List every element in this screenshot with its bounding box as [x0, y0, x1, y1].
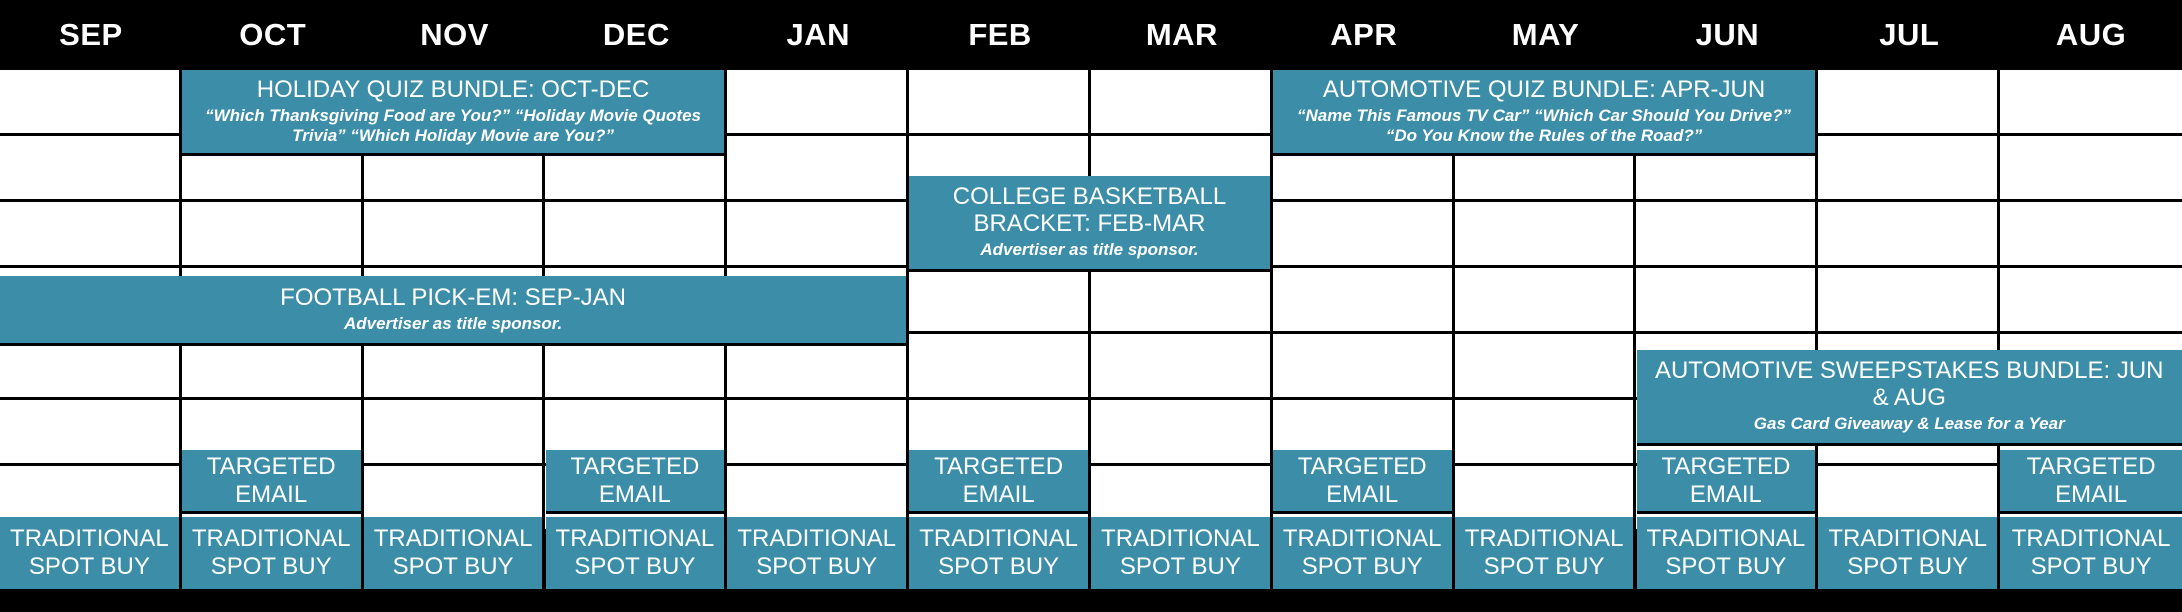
campaign-block-college-basketball[interactable] — [909, 176, 1273, 272]
campaign-title: AUTOMOTIVE SWEEPSTAKES BUNDLE: JUN & AUG — [1654, 357, 2164, 412]
month-label-may: MAY — [1511, 17, 1580, 52]
targeted-email-aug[interactable]: TARGETED EMAIL — [2000, 450, 2182, 514]
campaign-subtitle: Gas Card Giveaway & Lease for a Year — [1753, 414, 2065, 434]
grid-cell — [0, 202, 182, 268]
grid-cell — [909, 268, 1091, 334]
grid-cell — [909, 334, 1091, 400]
grid-cell — [1455, 202, 1637, 268]
campaign-block-holiday-quiz[interactable] — [182, 70, 728, 156]
grid-cell — [1455, 400, 1637, 466]
grid-cell — [1273, 334, 1455, 400]
grid-cell — [1091, 400, 1273, 466]
grid-cell — [1273, 202, 1455, 268]
grid-cell — [1636, 268, 1818, 334]
grid-cell — [1818, 202, 2000, 268]
grid-cell — [2000, 136, 2182, 202]
month-label-dec: DEC — [602, 17, 670, 52]
traditional-spot-buy-mar[interactable]: TRADITIONAL SPOT BUY — [1091, 517, 1273, 592]
targeted-email-oct[interactable]: TARGETED EMAIL — [182, 450, 364, 514]
grid-cell — [727, 202, 909, 268]
month-label-nov: NOV — [420, 17, 489, 52]
campaign-title: FOOTBALL PICK-EM: SEP-JAN — [280, 283, 627, 311]
campaign-subtitle: “Which Thanksgiving Food are You?” “Holiday Movie Quotes Trivia” “Which Holiday Movie are You?” — [205, 105, 701, 145]
grid-cell — [727, 70, 909, 136]
grid-cell — [2000, 202, 2182, 268]
month-label-jan: JAN — [786, 17, 850, 52]
traditional-spot-buy-oct[interactable]: TRADITIONAL SPOT BUY — [182, 517, 364, 592]
campaign-title: HOLIDAY QUIZ BUNDLE: OCT-DEC — [256, 75, 650, 103]
month-label-jul: JUL — [1879, 17, 1940, 52]
grid-cell — [727, 400, 909, 466]
grid-cell — [1091, 268, 1273, 334]
traditional-spot-buy-aug[interactable]: TRADITIONAL SPOT BUY — [2000, 517, 2182, 592]
campaign-subtitle: “Name This Famous TV Car” “Which Car Should You Drive?” “Do You Know the Rules of the Road?” — [1297, 105, 1792, 145]
grid-cell — [0, 70, 182, 136]
grid-cell — [364, 202, 546, 268]
month-label-sep: SEP — [59, 17, 123, 52]
campaign-block-automotive-quiz[interactable] — [1273, 70, 1819, 156]
targeted-email-jun[interactable]: TARGETED EMAIL — [1637, 450, 1819, 514]
month-label-jun: JUN — [1695, 17, 1760, 52]
campaign-subtitle: Advertiser as title sponsor. — [980, 240, 1199, 260]
campaign-block-automotive-sweepstakes[interactable] — [1637, 350, 2182, 446]
grid-cell — [364, 400, 546, 466]
targeted-email-dec[interactable]: TARGETED EMAIL — [546, 450, 728, 514]
month-label-mar: MAR — [1145, 17, 1218, 52]
traditional-spot-buy-apr[interactable]: TRADITIONAL SPOT BUY — [1273, 517, 1455, 592]
traditional-spot-buy-dec[interactable]: TRADITIONAL SPOT BUY — [546, 517, 728, 592]
traditional-spot-buy-jul[interactable]: TRADITIONAL SPOT BUY — [1818, 517, 2000, 592]
grid-cell — [182, 202, 364, 268]
campaign-subtitle: Advertiser as title sponsor. — [343, 313, 563, 333]
targeted-email-apr[interactable]: TARGETED EMAIL — [1273, 450, 1455, 514]
month-label-oct: OCT — [239, 17, 307, 52]
grid-cell — [1818, 70, 2000, 136]
grid-cell — [1091, 70, 1273, 136]
month-label-aug: AUG — [2055, 17, 2127, 52]
traditional-spot-buy-nov[interactable]: TRADITIONAL SPOT BUY — [364, 517, 546, 592]
traditional-spot-buy-jan[interactable]: TRADITIONAL SPOT BUY — [727, 517, 909, 592]
grid-cell — [1091, 334, 1273, 400]
grid-cell — [1273, 268, 1455, 334]
grid-cell — [0, 136, 182, 202]
grid-cell — [545, 202, 727, 268]
grid-cell — [1818, 268, 2000, 334]
month-label-apr: APR — [1330, 17, 1398, 52]
campaign-title: COLLEGE BASKETBALL BRACKET: FEB-MAR — [952, 183, 1227, 238]
grid-cell — [1455, 268, 1637, 334]
grid-cell — [1636, 202, 1818, 268]
campaign-block-football-pickem[interactable] — [0, 276, 909, 346]
month-label-feb: FEB — [968, 17, 1032, 52]
targeted-email-feb[interactable]: TARGETED EMAIL — [909, 450, 1091, 514]
month-header-row — [0, 0, 2182, 70]
traditional-spot-buy-may[interactable]: TRADITIONAL SPOT BUY — [1455, 517, 1637, 592]
campaign-title: AUTOMOTIVE QUIZ BUNDLE: APR-JUN — [1322, 75, 1766, 103]
grid-cell — [2000, 70, 2182, 136]
grid-cell — [0, 400, 182, 466]
traditional-spot-buy-sep[interactable]: TRADITIONAL SPOT BUY — [0, 517, 182, 592]
traditional-spot-buy-jun[interactable]: TRADITIONAL SPOT BUY — [1637, 517, 1819, 592]
grid-cell — [727, 136, 909, 202]
grid-cell — [909, 70, 1091, 136]
grid-cell — [1455, 334, 1637, 400]
grid-cell — [2000, 268, 2182, 334]
grid-cell — [1818, 136, 2000, 202]
traditional-spot-buy-feb[interactable]: TRADITIONAL SPOT BUY — [909, 517, 1091, 592]
